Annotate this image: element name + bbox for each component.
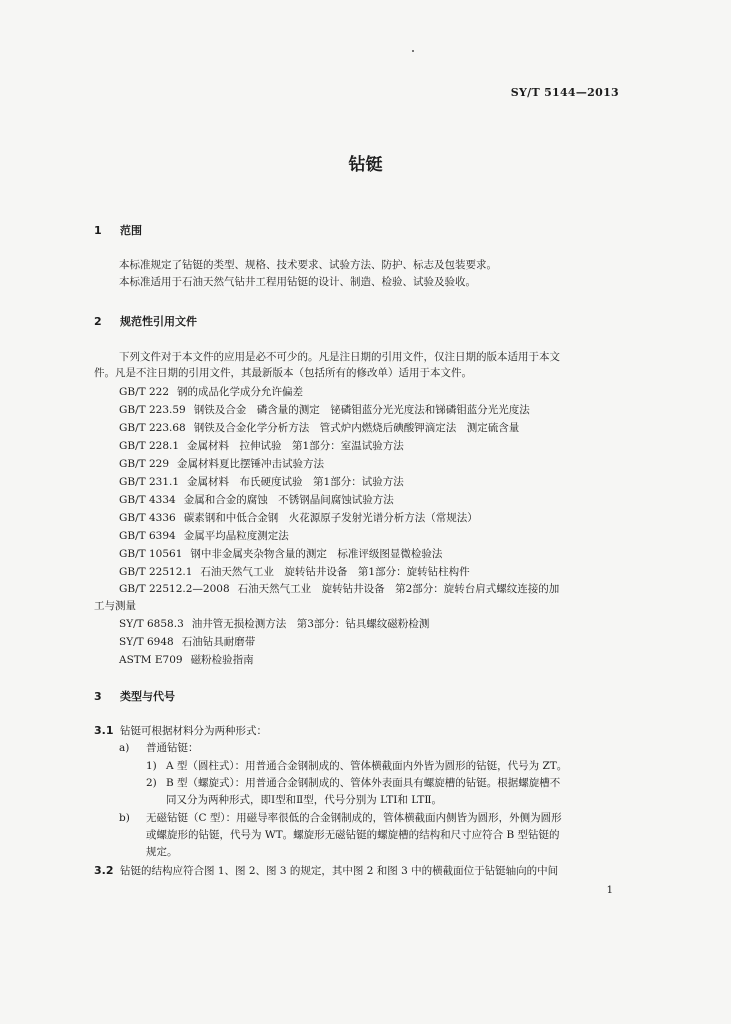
reference-item [119, 402, 530, 417]
reference-item [119, 384, 303, 399]
reference-code: GB/T 4334 [119, 494, 176, 506]
reference-code: SY/T 6948 [119, 636, 174, 648]
reference-title: 碳素钢和中低合金钢 火花源原子发射光谱分析方法（常规法） [183, 512, 478, 524]
reference-code: SY/T 6858.3 [119, 618, 184, 630]
clause-3-2 [94, 864, 558, 879]
clause-text: 钻铤的结构应符合图 1、图 2、图 3 的规定，其中图 2 和图 3 中的横截面位于钻铤轴向的中间 [120, 865, 559, 877]
reference-item [119, 528, 289, 543]
reference-item [119, 616, 429, 631]
reference-item [119, 510, 478, 525]
reference-title: 钢铁及合金 磷含量的测定 铋磷钼蓝分光光度法和锑磷钼蓝分光光度法 [193, 404, 530, 416]
scan-speck [412, 50, 414, 52]
reference-code: GB/T 6394 [119, 530, 176, 542]
section-number: 3 [94, 690, 102, 703]
reference-title: 石油钻具耐磨带 [181, 636, 256, 648]
reference-code: GB/T 231.1 [119, 476, 180, 488]
section-number: 2 [94, 315, 102, 328]
reference-code: GB/T 229 [119, 458, 170, 470]
list-text-b-line2: 或螺旋形的钻铤，代号为 WT。螺旋形无磁钻铤的螺旋槽的结构和尺寸应符合 B 型钻铤的 [146, 829, 560, 841]
section-title: 范围 [120, 224, 142, 237]
reference-code: GB/T 10561 [119, 548, 183, 560]
reference-item [119, 581, 559, 596]
reference-title: 油井管无损检测方法 第3部分：钻具螺纹磁粉检测 [191, 618, 430, 630]
list-text-b-line3: 规定。 [146, 846, 178, 858]
section-number: 1 [94, 224, 102, 237]
reference-item [119, 420, 519, 435]
reference-title: 石油天然气工业 旋转钻井设备 第1部分：旋转钻柱构件 [200, 566, 470, 578]
list-text-a1: A 型（圆柱式）：用普通合金钢制成的、管体横截面内外皆为圆形的钻铤，代号为 ZT。 [166, 760, 568, 772]
list-label-b: b) [119, 812, 130, 824]
list-label-a1: 1) [146, 760, 157, 772]
reference-code: GB/T 22512.2—2008 [119, 583, 230, 595]
document-title: 钻铤 [348, 155, 383, 175]
reference-title: 磁粉检验指南 [190, 654, 254, 666]
reference-title: 金属和合金的腐蚀 不锈钢晶间腐蚀试验方法 [183, 494, 394, 506]
references-intro-line-1: 下列文件对于本文件的应用是必不可少的。凡是注日期的引用文件，仅注日期的版本适用于本文 [119, 351, 560, 363]
reference-item [119, 546, 442, 561]
reference-item [119, 474, 404, 489]
clause-number: 3.1 [94, 724, 114, 737]
list-text-a: 普通钻铤： [146, 742, 199, 754]
reference-code: GB/T 223.68 [119, 422, 186, 434]
page-number: 1 [606, 885, 613, 896]
scope-paragraph-1: 本标准规定了钻铤的类型、规格、技术要求、试验方法、防护、标志及包装要求。 [119, 259, 497, 271]
list-text-a2-line2: 同又分为两种形式，即Ⅰ型和Ⅱ型，代号分别为 LTⅠ和 LTⅡ。 [166, 794, 442, 806]
reference-title: 金属材料 拉伸试验 第1部分：室温试验方法 [187, 440, 404, 452]
reference-code: GB/T 4336 [119, 512, 176, 524]
reference-item [119, 564, 470, 579]
scope-paragraph-2: 本标准适用于石油天然气钻井工程用钻铤的设计、制造、检验、试验及验收。 [119, 276, 476, 288]
reference-item-continuation [94, 598, 136, 613]
list-label-a2: 2) [146, 777, 157, 789]
reference-title: 工与测量 [94, 600, 136, 612]
section-3-heading [94, 688, 175, 704]
reference-item [119, 634, 255, 649]
clause-text: 钻铤可根据材料分为两种形式： [120, 725, 267, 737]
section-title: 类型与代号 [120, 690, 175, 703]
section-1-heading [94, 222, 142, 238]
reference-title: 金属材料夏比摆锤冲击试验方法 [177, 458, 325, 470]
reference-title: 钢铁及合金化学分析方法 管式炉内燃烧后碘酸钾滴定法 测定硫含量 [193, 422, 520, 434]
standard-code: SY/T 5144—2013 [510, 86, 619, 99]
reference-item [119, 438, 404, 453]
clause-3-1 [94, 724, 267, 739]
reference-title: 金属材料 布氏硬度试验 第1部分：试验方法 [187, 476, 404, 488]
reference-code: GB/T 222 [119, 386, 170, 398]
reference-code: ASTM E709 [119, 654, 183, 666]
reference-title: 钢中非金属夹杂物含量的测定 标准评级图显微检验法 [190, 548, 443, 560]
reference-item [119, 456, 324, 471]
reference-title: 钢的成品化学成分允许偏差 [177, 386, 304, 398]
reference-title: 金属平均晶粒度测定法 [183, 530, 289, 542]
list-text-a2-line1: B 型（螺旋式）：用普通合金钢制成的、管体外表面具有螺旋槽的钻铤。根据螺旋槽不 [166, 777, 561, 789]
reference-item [119, 492, 394, 507]
reference-title: 石油天然气工业 旋转钻井设备 第2部分：旋转台肩式螺纹连接的加 [237, 583, 560, 595]
list-label-a: a) [119, 742, 130, 754]
reference-code: GB/T 223.59 [119, 404, 186, 416]
section-title: 规范性引用文件 [120, 315, 197, 328]
list-text-b-line1: 无磁钻铤（C 型）：用磁导率很低的合金钢制成的，管体横截面内侧皆为圆形，外侧为圆形 [146, 812, 562, 824]
clause-number: 3.2 [94, 864, 114, 877]
reference-item [119, 652, 254, 667]
reference-code: GB/T 228.1 [119, 440, 180, 452]
section-2-heading [94, 313, 197, 329]
reference-code: GB/T 22512.1 [119, 566, 193, 578]
references-intro-line-2: 件。凡是不注日期的引用文件，其最新版本（包括所有的修改单）适用于本文件。 [94, 367, 472, 379]
